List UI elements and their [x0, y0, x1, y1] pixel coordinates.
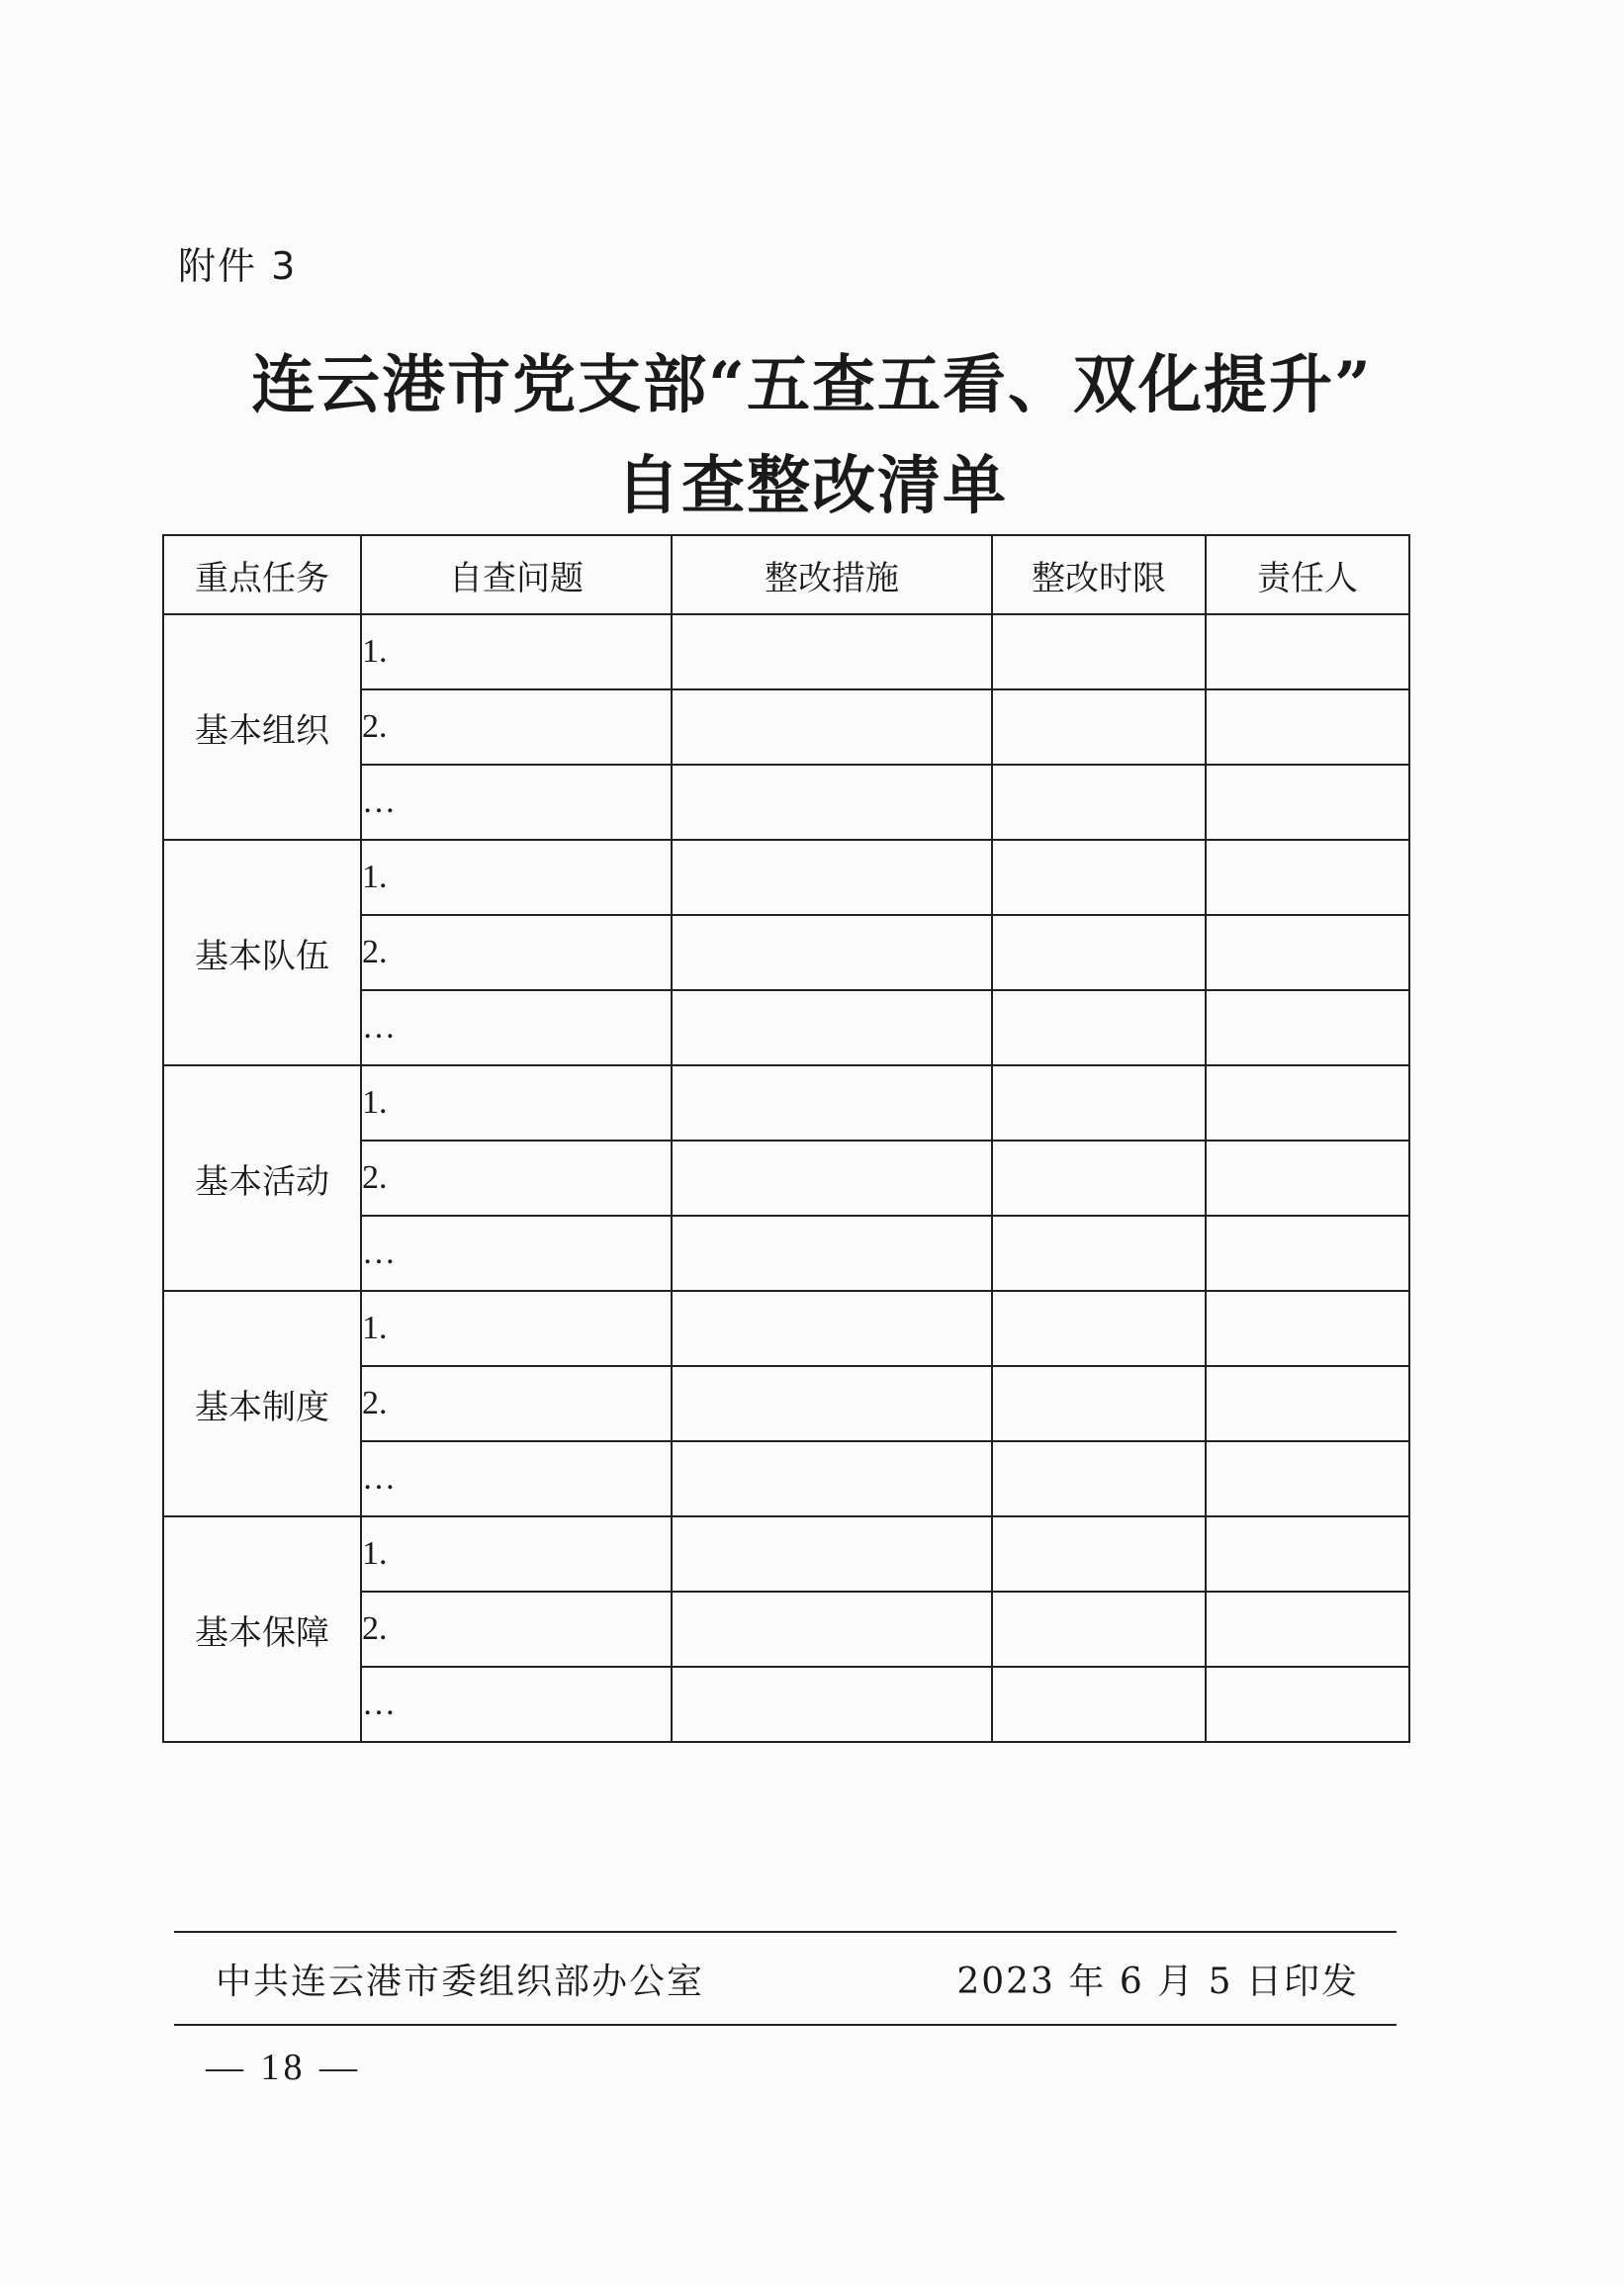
- measure-cell: [672, 1516, 992, 1592]
- issue-cell: 1.: [361, 1065, 672, 1141]
- measure-cell: [672, 990, 992, 1065]
- deadline-cell: [992, 1216, 1206, 1291]
- issue-cell: …: [361, 1216, 672, 1291]
- issue-cell: 2.: [361, 1141, 672, 1216]
- document-title-line-2: 自查整改清单: [616, 449, 1008, 523]
- measure-cell: [672, 1592, 992, 1667]
- measure-cell: [672, 1141, 992, 1216]
- deadline-cell: [992, 840, 1206, 915]
- responsible-cell: [1206, 1291, 1409, 1366]
- header-key-task: 重点任务: [163, 535, 361, 614]
- deadline-cell: [992, 1366, 1206, 1441]
- deadline-cell: [992, 614, 1206, 689]
- issue-cell: …: [361, 990, 672, 1065]
- self-check-table: [162, 534, 1410, 1743]
- responsible-cell: [1206, 1216, 1409, 1291]
- issue-cell: 1.: [361, 1516, 672, 1592]
- responsible-cell: [1206, 990, 1409, 1065]
- responsible-cell: [1206, 614, 1409, 689]
- task-cell: 基本组织: [163, 614, 361, 840]
- task-cell: 基本制度: [163, 1291, 361, 1516]
- issue-cell: …: [361, 1667, 672, 1742]
- task-cell: 基本保障: [163, 1516, 361, 1742]
- measure-cell: [672, 1216, 992, 1291]
- measure-cell: [672, 1291, 992, 1366]
- deadline-cell: [992, 990, 1206, 1065]
- issue-cell: 1.: [361, 840, 672, 915]
- footer-print-date: 2023 年 6 月 5 日印发: [956, 1962, 1359, 2002]
- deadline-cell: [992, 1291, 1206, 1366]
- task-cell: 基本队伍: [163, 840, 361, 1065]
- page-number: — 18 —: [206, 2047, 361, 2088]
- table-row: [163, 840, 1409, 915]
- deadline-cell: [992, 765, 1206, 840]
- header-rectification-measure: 整改措施: [672, 535, 992, 614]
- measure-cell: [672, 915, 992, 990]
- responsible-cell: [1206, 1366, 1409, 1441]
- table-header-row: [163, 535, 1409, 614]
- measure-cell: [672, 1667, 992, 1742]
- responsible-cell: [1206, 1592, 1409, 1667]
- issue-cell: 2.: [361, 689, 672, 765]
- responsible-cell: [1206, 765, 1409, 840]
- header-deadline: 整改时限: [992, 535, 1206, 614]
- measure-cell: [672, 614, 992, 689]
- measure-cell: [672, 1065, 992, 1141]
- responsible-cell: [1206, 1141, 1409, 1216]
- table-row: [163, 1065, 1409, 1141]
- measure-cell: [672, 840, 992, 915]
- table-row: [163, 1516, 1409, 1592]
- footer-bottom-rule: [174, 2024, 1397, 2026]
- measure-cell: [672, 765, 992, 840]
- issue-cell: 1.: [361, 614, 672, 689]
- measure-cell: [672, 689, 992, 765]
- table-row: [163, 614, 1409, 689]
- deadline-cell: [992, 1592, 1206, 1667]
- deadline-cell: [992, 1516, 1206, 1592]
- header-responsible-person: 责任人: [1206, 535, 1409, 614]
- responsible-cell: [1206, 1667, 1409, 1742]
- responsible-cell: [1206, 1516, 1409, 1592]
- measure-cell: [672, 1441, 992, 1516]
- header-self-check-issue: 自查问题: [361, 535, 672, 614]
- issue-cell: 2.: [361, 1366, 672, 1441]
- footer-top-rule: [174, 1931, 1397, 1933]
- issue-cell: …: [361, 1441, 672, 1516]
- table-row: [163, 1291, 1409, 1366]
- responsible-cell: [1206, 1065, 1409, 1141]
- issue-cell: 2.: [361, 915, 672, 990]
- task-cell: 基本活动: [163, 1065, 361, 1291]
- deadline-cell: [992, 689, 1206, 765]
- responsible-cell: [1206, 915, 1409, 990]
- issue-cell: 1.: [361, 1291, 672, 1366]
- issue-cell: …: [361, 765, 672, 840]
- deadline-cell: [992, 1141, 1206, 1216]
- deadline-cell: [992, 915, 1206, 990]
- responsible-cell: [1206, 1441, 1409, 1516]
- deadline-cell: [992, 1441, 1206, 1516]
- responsible-cell: [1206, 689, 1409, 765]
- footer-issuer: 中共连云港市委组织部办公室: [216, 1962, 705, 2002]
- responsible-cell: [1206, 840, 1409, 915]
- document-title-line-1: 连云港市党支部“五查五看、双化提升”: [251, 348, 1373, 422]
- deadline-cell: [992, 1065, 1206, 1141]
- deadline-cell: [992, 1667, 1206, 1742]
- measure-cell: [672, 1366, 992, 1441]
- attachment-label: 附件 3: [178, 244, 298, 288]
- issue-cell: 2.: [361, 1592, 672, 1667]
